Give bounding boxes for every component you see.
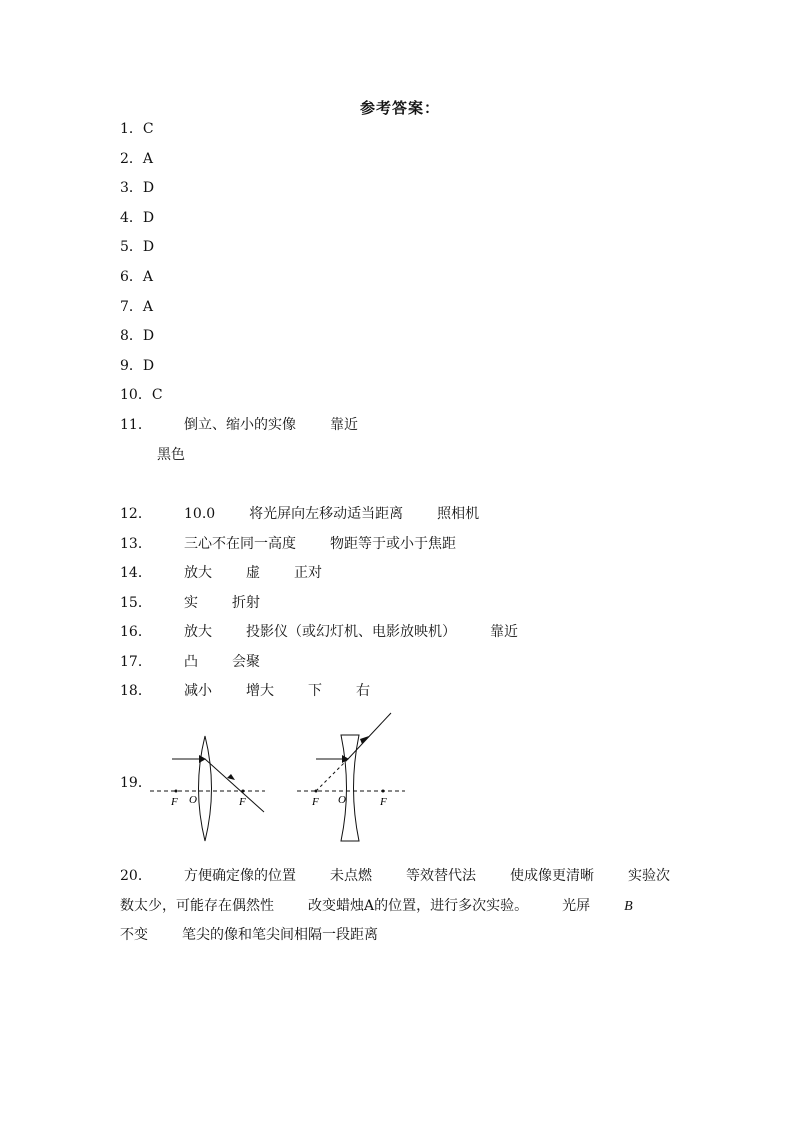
answer-16 [120, 623, 552, 641]
focus-label-left: F [171, 796, 178, 808]
answer-part: 凸 [184, 654, 198, 670]
focus-point-right [382, 790, 385, 793]
answer-number: 4． [120, 210, 143, 226]
answer-5 [120, 238, 154, 256]
answer-number: 6． [120, 269, 143, 285]
focus-point-left [175, 790, 178, 793]
answer-number: 5． [120, 239, 143, 255]
answer-part: 投影仪（或幻灯机、电影放映机） [246, 624, 456, 640]
answer-part: 增大 [246, 683, 274, 699]
answer-part: 折射 [232, 595, 260, 611]
answer-part: 放大 [184, 624, 212, 640]
center-label: O [338, 794, 346, 806]
optics-diagrams [140, 708, 420, 848]
answer-part: 物距等于或小于焦距 [330, 536, 456, 552]
answer-value: A [142, 269, 154, 285]
answer-number: 17． [120, 654, 152, 670]
focus-label-right: F [380, 796, 387, 808]
answer-17 [120, 653, 294, 671]
answer-part: 将光屏向左移动适当距离 [249, 506, 404, 522]
answer-number: 8． [120, 328, 143, 344]
answer-part: 实 [184, 595, 198, 611]
answer-part: 三心不在同一高度 [184, 536, 296, 552]
answer-3 [120, 179, 154, 197]
answer-4 [120, 209, 154, 227]
answer-1 [120, 120, 154, 138]
answer-part: 方便确定像的位置 [184, 868, 296, 884]
answer-9 [120, 357, 154, 375]
answer-number: 3． [120, 180, 143, 196]
answer-13 [120, 535, 490, 553]
answer-number: 9． [120, 358, 143, 374]
answer-number: 15． [120, 595, 152, 611]
answer-value: D [142, 328, 155, 344]
convex-lens [199, 736, 212, 841]
answer-value: C [142, 121, 154, 137]
answer-part: 正对 [294, 565, 322, 581]
answer-20-line-3 [120, 926, 378, 944]
answer-part: 倒立、缩小的实像 [184, 417, 296, 433]
answer-part: 下 [308, 683, 322, 699]
answer-number: 12． [120, 506, 152, 522]
answer-18 [120, 682, 404, 700]
answer-part: 右 [356, 683, 370, 699]
answer-part: 虚 [246, 565, 260, 581]
answer-part: 笔尖的像和笔尖间相隔一段距离 [182, 927, 378, 943]
focus-label-right: F [239, 796, 246, 808]
answer-11 [120, 416, 392, 434]
answer-10 [120, 386, 163, 404]
answer-part: 等效替代法 [406, 868, 476, 884]
refracted-arrow-head [360, 736, 369, 744]
answer-part: 使成像更清晰 [510, 868, 594, 884]
answer-value: C [151, 387, 163, 403]
answer-7 [120, 298, 153, 316]
answer-part: 实验次 [628, 868, 670, 884]
answer-12 [120, 505, 513, 523]
answer-part-italic: B [624, 899, 633, 914]
answer-part: 会聚 [232, 654, 260, 670]
answer-15 [120, 594, 294, 612]
refracted-arrow-head [227, 774, 235, 780]
virtual-extension-ray [316, 759, 348, 791]
focus-label-left: F [312, 796, 319, 808]
answer-part: 改变蜡烛A的位置，进行多次实验。 [308, 898, 529, 914]
answer-value: D [142, 358, 155, 374]
focus-point-right [242, 790, 245, 793]
answer-part: 10.0 [184, 506, 216, 522]
answer-value: A [142, 299, 154, 315]
concave-lens [341, 735, 359, 841]
answer-number: 7． [120, 299, 143, 315]
answer-part: 未点燃 [330, 868, 372, 884]
answer-part: 减小 [184, 683, 212, 699]
answer-number: 18． [120, 683, 152, 699]
focus-point-left [315, 790, 318, 793]
answer-19-number: 19． [120, 775, 152, 791]
answer-number: 14． [120, 565, 152, 581]
center-label: O [189, 794, 197, 806]
answer-6 [120, 268, 153, 286]
answer-2 [120, 150, 153, 168]
concave-lens-diagram [297, 713, 405, 841]
answer-number: 10． [120, 387, 152, 403]
answer-8 [120, 327, 154, 345]
answer-number: 16． [120, 624, 152, 640]
answer-number: 11． [120, 417, 152, 433]
answer-part: 放大 [184, 565, 212, 581]
page-title: 参考答案： [359, 99, 440, 117]
answer-part: 靠近 [490, 624, 518, 640]
refracted-ray [348, 713, 391, 759]
answer-14 [120, 564, 356, 582]
answer-value: D [142, 180, 155, 196]
answer-part: 光屏 [562, 898, 591, 914]
answer-number: 2． [120, 151, 143, 167]
answer-20-line-2 [120, 897, 633, 916]
refracted-ray [205, 759, 264, 812]
answer-number: 1． [120, 121, 143, 137]
answer-20 [120, 867, 670, 885]
answer-number: 13． [120, 536, 152, 552]
answer-value: A [142, 151, 154, 167]
answer-11-continued: 黑色 [157, 447, 185, 463]
answer-part: 靠近 [330, 417, 358, 433]
answer-part: 照相机 [437, 506, 480, 522]
answer-value: D [142, 239, 155, 255]
answer-value: D [142, 210, 155, 226]
convex-lens-diagram [150, 736, 265, 841]
answer-number: 20． [120, 868, 152, 884]
answer-part: 数太少，可能存在偶然性 [120, 898, 274, 914]
answer-part: 不变 [120, 927, 148, 943]
